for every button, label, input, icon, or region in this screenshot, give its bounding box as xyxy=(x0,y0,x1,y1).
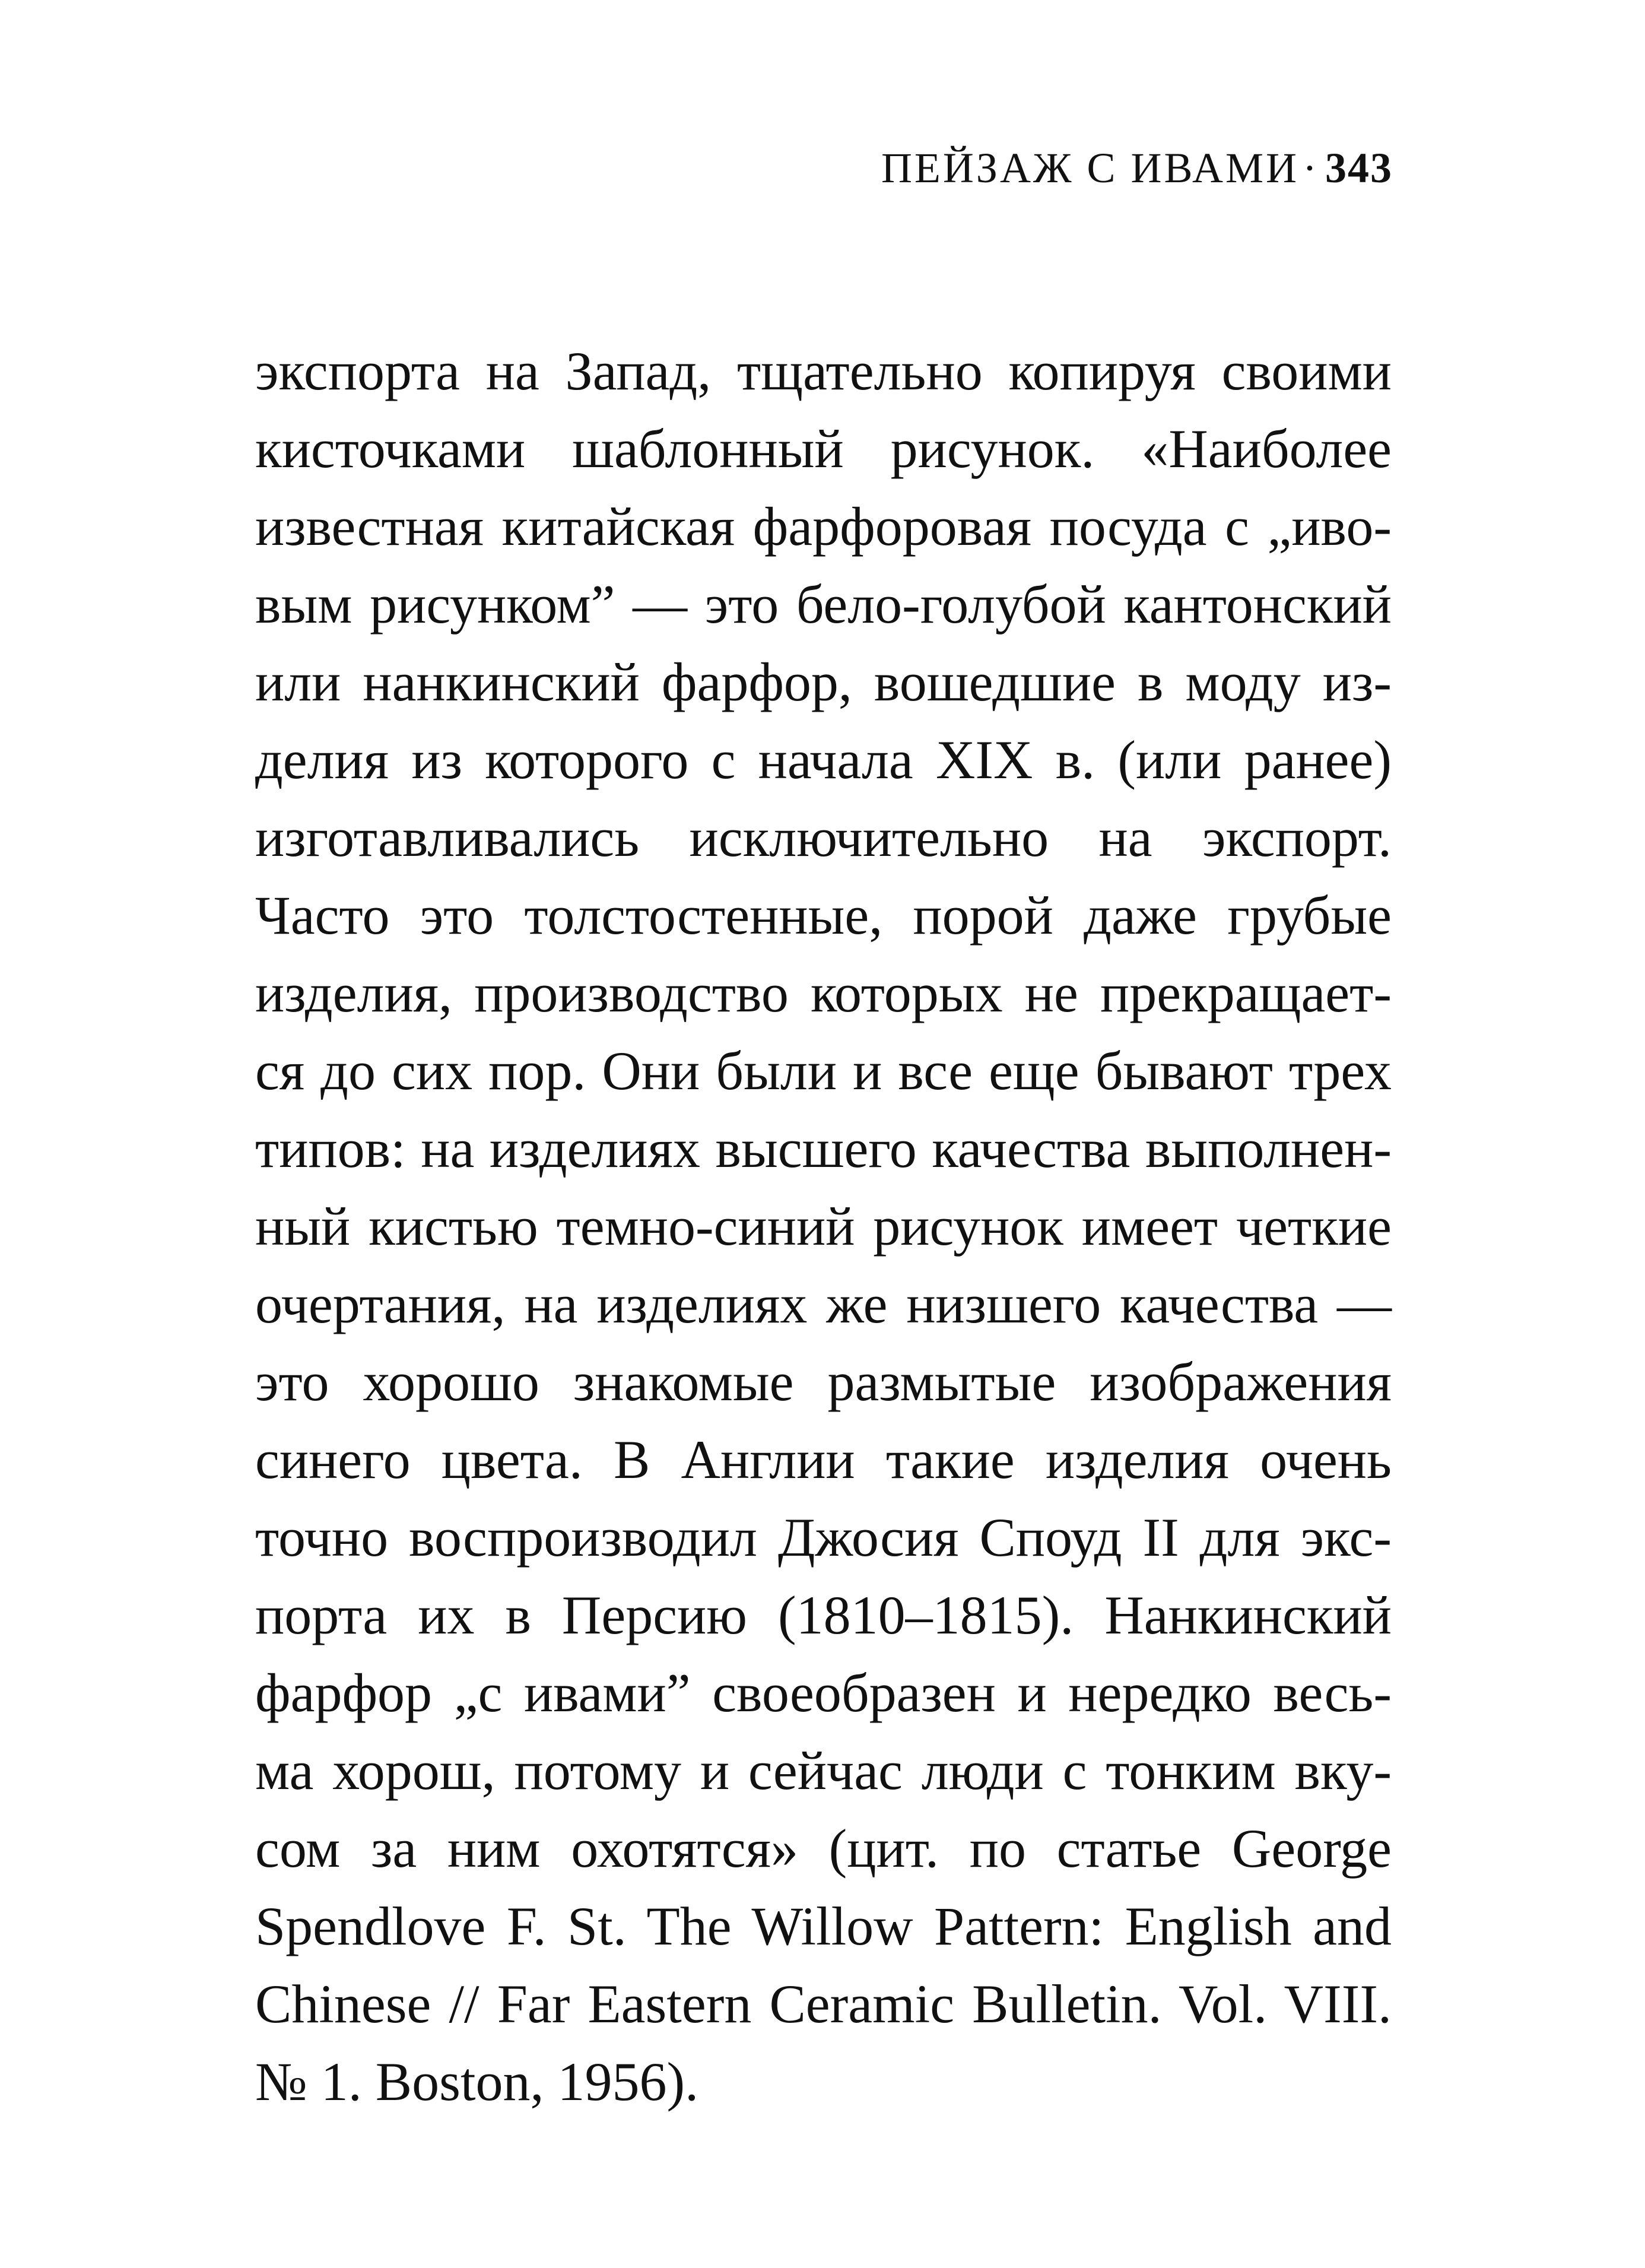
text-line: порта их в Персию (1810–1815). Нанкинский xyxy=(255,1585,1392,1645)
text-line: сом за ним охотятся» (цит. по статье George xyxy=(255,1818,1392,1879)
text-line: изготавливались исключительно на экспорт. xyxy=(255,807,1392,868)
running-header-title: ПЕЙЗАЖ С ИВАМИ xyxy=(881,144,1300,192)
text-line: синего цвета. В Англии такие изделия очень xyxy=(255,1429,1392,1490)
text-line: делия из которого с начала XIX в. (или ранее) xyxy=(255,729,1392,790)
body-text xyxy=(255,332,1392,2121)
text-line: Spendlove F. St. The Willow Pattern: English and xyxy=(255,1896,1392,1956)
text-line: это хорошо знакомые размытые изображения xyxy=(255,1352,1392,1412)
running-header-separator: · xyxy=(1303,144,1319,192)
text-line: № 1. Boston, 1956). xyxy=(255,2051,699,2112)
text-line: ма хорош, потому и сейчас люди с тонким вку- xyxy=(255,1740,1392,1801)
text-line: экспорта на Запад, тщательно копируя своими xyxy=(255,341,1392,401)
page-number: 343 xyxy=(1325,144,1393,192)
text-line: Часто это толстостенные, порой даже грубые xyxy=(255,885,1392,946)
text-line: кисточками шаблонный рисунок. «Наиболее xyxy=(255,418,1392,479)
text-line: фарфор „с ивами” своеобразен и нередко весь- xyxy=(255,1663,1392,1723)
text-line: вым рисунком” — это бело-голубой кантонский xyxy=(255,574,1392,635)
text-line: ся до сих пор. Они были и все еще бывают трех xyxy=(255,1041,1392,1101)
text-line: ный кистью темно-синий рисунок имеет четкие xyxy=(255,1196,1392,1257)
text-line: или нанкинский фарфор, вошедшие в моду из- xyxy=(255,652,1392,712)
text-line: очертания, на изделиях же низшего качества — xyxy=(255,1274,1392,1334)
text-line: точно воспроизводил Джосия Споуд II для экс- xyxy=(255,1507,1392,1568)
text-line: известная китайская фарфоровая посуда с „иво- xyxy=(255,496,1392,557)
text-line: Chinese // Far Eastern Ceramic Bulletin. Vol. VIII. xyxy=(255,1974,1392,2034)
text-line: типов: на изделиях высшего качества выполнен- xyxy=(255,1118,1392,1179)
running-header xyxy=(881,135,1393,201)
text-line: изделия, производство которых не прекращает- xyxy=(255,963,1392,1023)
